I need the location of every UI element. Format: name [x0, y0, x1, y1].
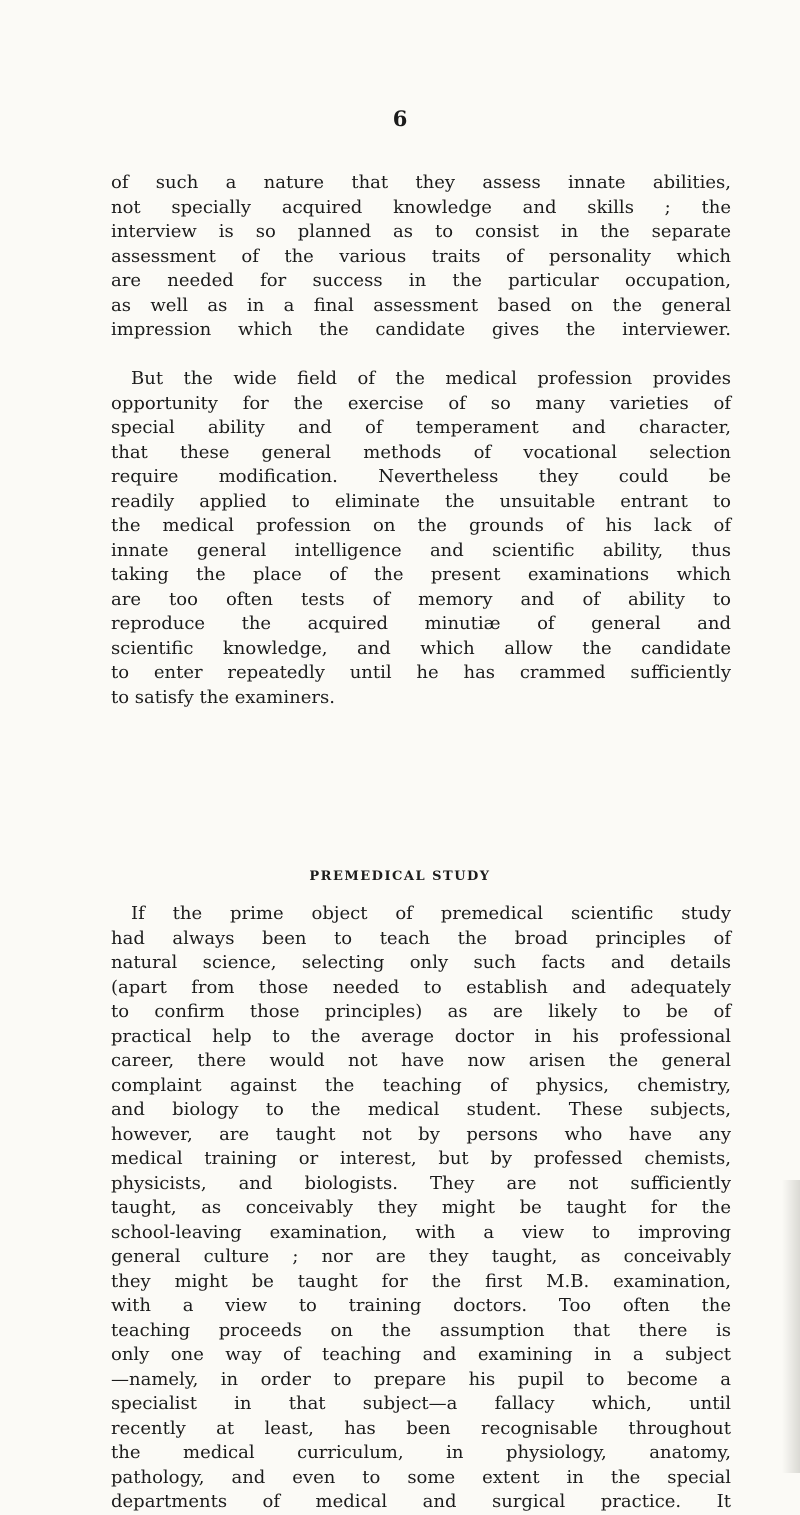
- text-line: pathology, and even to some extent in the special: [111, 1466, 731, 1488]
- text-line: taking the place of the present examinations which: [111, 564, 731, 585]
- text-line: teaching proceeds on the assumption that there is: [111, 1319, 731, 1341]
- text-line: with a view to training doctors. Too often the: [111, 1295, 731, 1316]
- text-line: are too often tests of memory and of ability to: [111, 588, 731, 610]
- page-number: 6: [392, 106, 408, 131]
- text-line: taught, as conceivably they might be taught for the: [111, 1197, 731, 1218]
- text-line: impression which the candidate gives the interviewer.: [111, 319, 731, 340]
- text-line: (apart from those needed to establish and adequately: [111, 976, 731, 998]
- text-line: the medical curriculum, in physiology, anatomy,: [111, 1442, 731, 1463]
- text-line: general culture ; nor are they taught, as conceivably: [111, 1246, 731, 1267]
- text-line: If the prime object of premedical scientific study: [131, 903, 731, 924]
- text-line: innate general intelligence and scientific ability, thus: [111, 539, 731, 561]
- text-line: require modification. Nevertheless they could be: [111, 466, 731, 487]
- paragraph-2: [111, 367, 731, 710]
- text-line: the medical profession on the grounds of his lack of: [111, 515, 731, 536]
- text-line: not specially acquired knowledge and skills ; the: [111, 196, 731, 218]
- text-line: to satisfy the examiners.: [111, 686, 335, 708]
- text-line: readily applied to eliminate the unsuitable entrant to: [111, 490, 731, 512]
- text-line: are needed for success in the particular occupation,: [111, 270, 731, 291]
- scan-edge-shadow: [782, 1180, 800, 1473]
- text-line: career, there would not have now arisen the general: [111, 1050, 731, 1071]
- text-line: —namely, in order to prepare his pupil to become a: [111, 1368, 731, 1390]
- text-line: physicists, and biologists. They are not sufficiently: [111, 1172, 731, 1194]
- text-line: however, are taught not by persons who have any: [111, 1123, 731, 1145]
- text-line: to confirm those principles) as are likely to be of: [111, 1001, 731, 1022]
- paragraph-3: [111, 902, 731, 1515]
- text-line: as well as in a final assessment based on the general: [111, 294, 731, 316]
- text-line: had always been to teach the broad principles of: [111, 927, 731, 949]
- text-line: interview is so planned as to consist in the separate: [111, 221, 731, 242]
- text-line: special ability and of temperament and character,: [111, 417, 731, 438]
- text-line: of such a nature that they assess innate abilities,: [111, 172, 731, 193]
- text-line: scientific knowledge, and which allow the candidate: [111, 637, 731, 659]
- paragraph-1: [111, 171, 731, 343]
- text-line: school-leaving examination, with a view to improving: [111, 1221, 731, 1243]
- text-line: they might be taught for the first M.B. examination,: [111, 1270, 731, 1292]
- text-line: departments of medical and surgical practice. It: [111, 1491, 731, 1512]
- text-line: assessment of the various traits of personality which: [111, 245, 731, 267]
- text-line: opportunity for the exercise of so many varieties of: [111, 392, 731, 414]
- text-line: reproduce the acquired minutiæ of general and: [111, 613, 731, 634]
- text-line: But the wide field of the medical profession provides: [131, 368, 731, 389]
- text-line: medical training or interest, but by professed chemists,: [111, 1148, 731, 1169]
- text-line: and biology to the medical student. These subjects,: [111, 1099, 731, 1120]
- text-line: to enter repeatedly until he has crammed sufficiently: [111, 662, 731, 683]
- text-line: only one way of teaching and examining in a subject: [111, 1344, 731, 1365]
- text-line: natural science, selecting only such facts and details: [111, 952, 731, 973]
- text-line: specialist in that subject—a fallacy which, until: [111, 1393, 731, 1414]
- text-line: practical help to the average doctor in his professional: [111, 1025, 731, 1047]
- section-heading: PREMEDICAL STUDY: [309, 869, 491, 884]
- text-line: complaint against the teaching of physics, chemistry,: [111, 1074, 731, 1096]
- text-line: that these general methods of vocational selection: [111, 441, 731, 463]
- text-line: recently at least, has been recognisable throughout: [111, 1417, 731, 1439]
